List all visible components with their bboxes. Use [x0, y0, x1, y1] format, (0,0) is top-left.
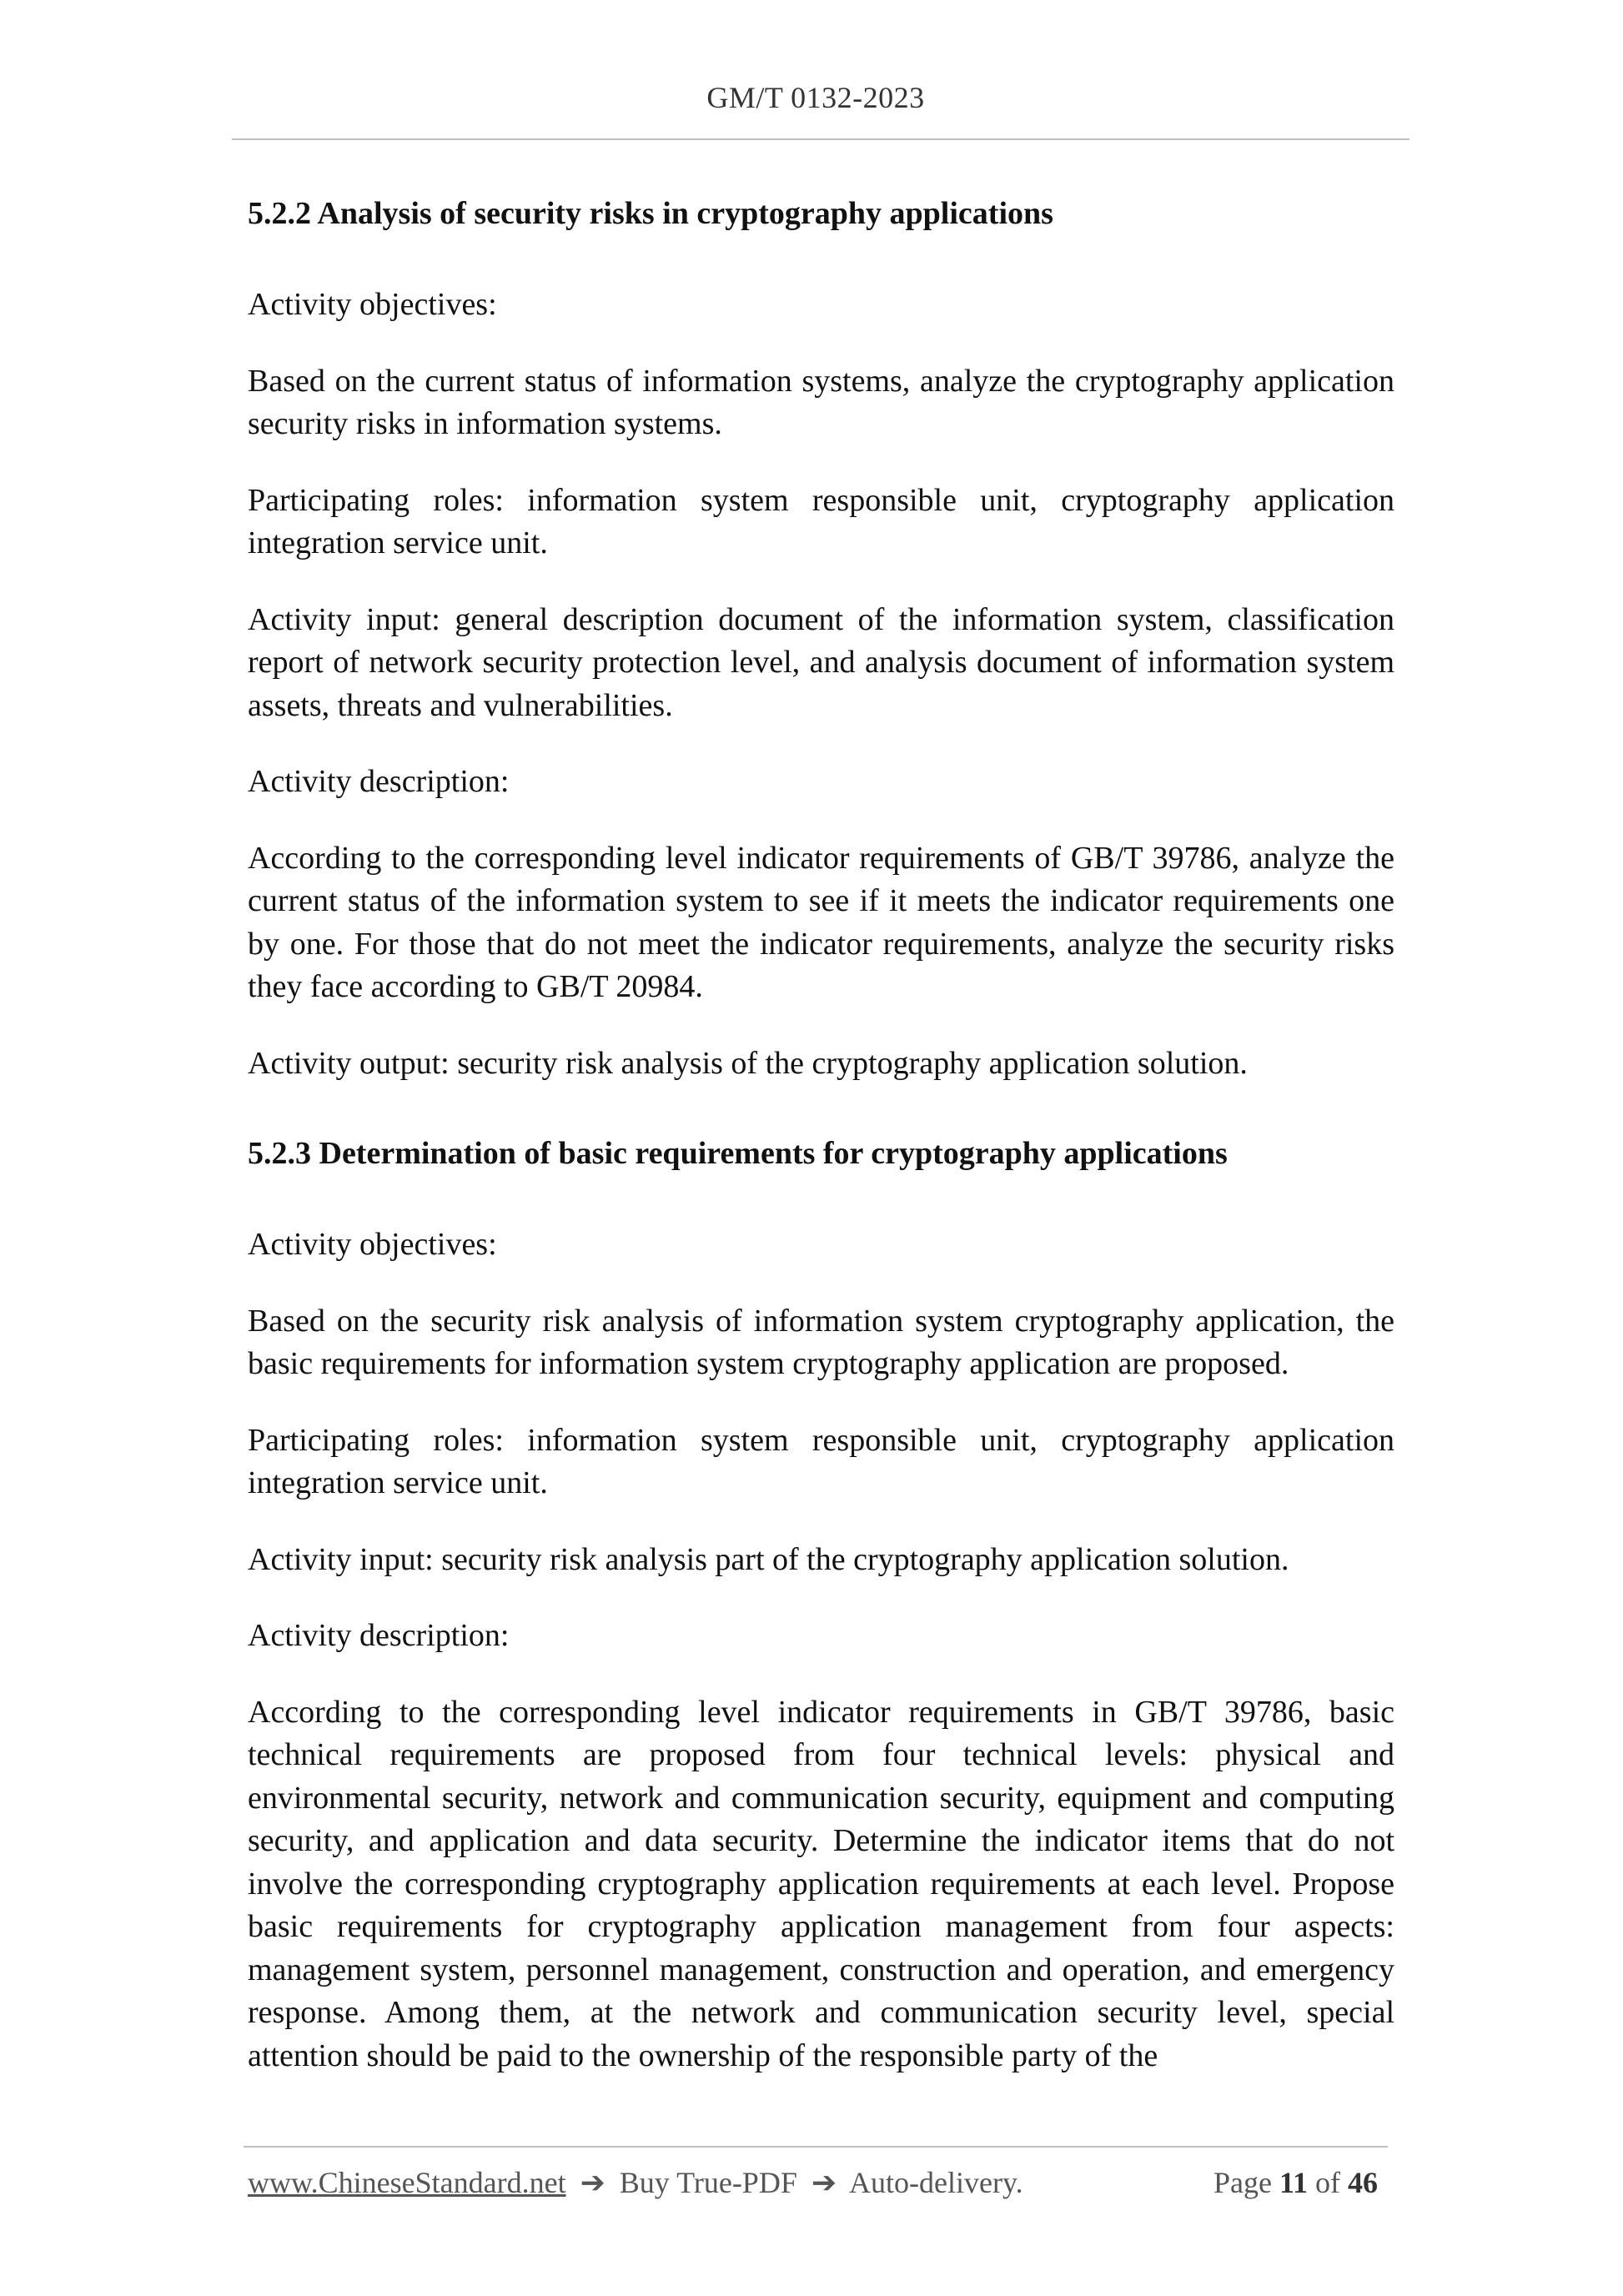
document-id-header: GM/T 0132-2023 [706, 81, 925, 114]
website-link[interactable]: www.ChineseStandard.net [248, 2166, 566, 2199]
paragraph: Activity input: general description document of the information system, classification report of network security protection level, and analysis document of information system assets, threats and vulnerabilities. [248, 601, 1394, 723]
buy-pdf-text: Buy True-PDF [619, 2166, 797, 2199]
paragraph: Activity output: security risk analysis of the cryptography application solution. [248, 1045, 1248, 1081]
paragraph: Activity input: security risk analysis part of the cryptography application solution. [248, 1541, 1289, 1577]
of-label: of [1315, 2166, 1340, 2199]
paragraph: Activity description: [248, 764, 510, 799]
paragraph: According to the corresponding level indicator requirements of GB/T 39786, analyze the current status of the information system to see if it meets the indicator requirements one by one. For those that do not meet the indicator requirements, analyze the security risks they face according to GB/T 20984. [248, 840, 1394, 1004]
auto-delivery-text: Auto-delivery. [849, 2166, 1023, 2199]
footer-promo [248, 2165, 1023, 2200]
section-heading: 5.2.3 Determination of basic requirements for cryptography applications [248, 1136, 1228, 1171]
page-counter [1213, 2165, 1378, 2200]
arrow-right-icon: ➔ [811, 2166, 837, 2199]
paragraph: Participating roles: information system responsible unit, cryptography application integration service unit. [248, 482, 1394, 560]
total-pages-number: 46 [1348, 2166, 1378, 2199]
page-body [248, 192, 1394, 2077]
header-divider [232, 138, 1409, 140]
section-heading: 5.2.2 Analysis of security risks in cryptography applications [248, 196, 1053, 231]
current-page-number: 11 [1279, 2166, 1308, 2199]
paragraph: Based on the current status of information systems, analyze the cryptography application security risks in information systems. [248, 363, 1394, 441]
paragraph: Activity description: [248, 1618, 510, 1653]
paragraph: Participating roles: information system responsible unit, cryptography application integration service unit. [248, 1422, 1394, 1500]
footer-divider [244, 2146, 1388, 2148]
page-label: Page [1213, 2166, 1272, 2199]
paragraph: Activity objectives: [248, 1227, 497, 1262]
paragraph: Activity objectives: [248, 287, 497, 322]
section-5-2-3 [248, 1132, 1394, 2077]
arrow-right-icon: ➔ [580, 2166, 605, 2199]
paragraph: According to the corresponding level indicator requirements in GB/T 39786, basic technical requirements are proposed from four technical levels: physical and environmental security, network and communication security, equipment and computing security, and application and data security. Determine the indicator items that do not involve the corresponding cryptography application requirements at each level. Propose basic requirements for cryptography application management from four aspects: management system, personnel management, construction and operation, and emergency response. Among them, at the network and communication security level, special attention should be paid to the ownership of the responsible party of the [248, 1694, 1394, 2073]
paragraph: Based on the security risk analysis of information system cryptography application, the basic requirements for information system cryptography application are proposed. [248, 1303, 1394, 1381]
section-5-2-2 [248, 192, 1394, 1085]
